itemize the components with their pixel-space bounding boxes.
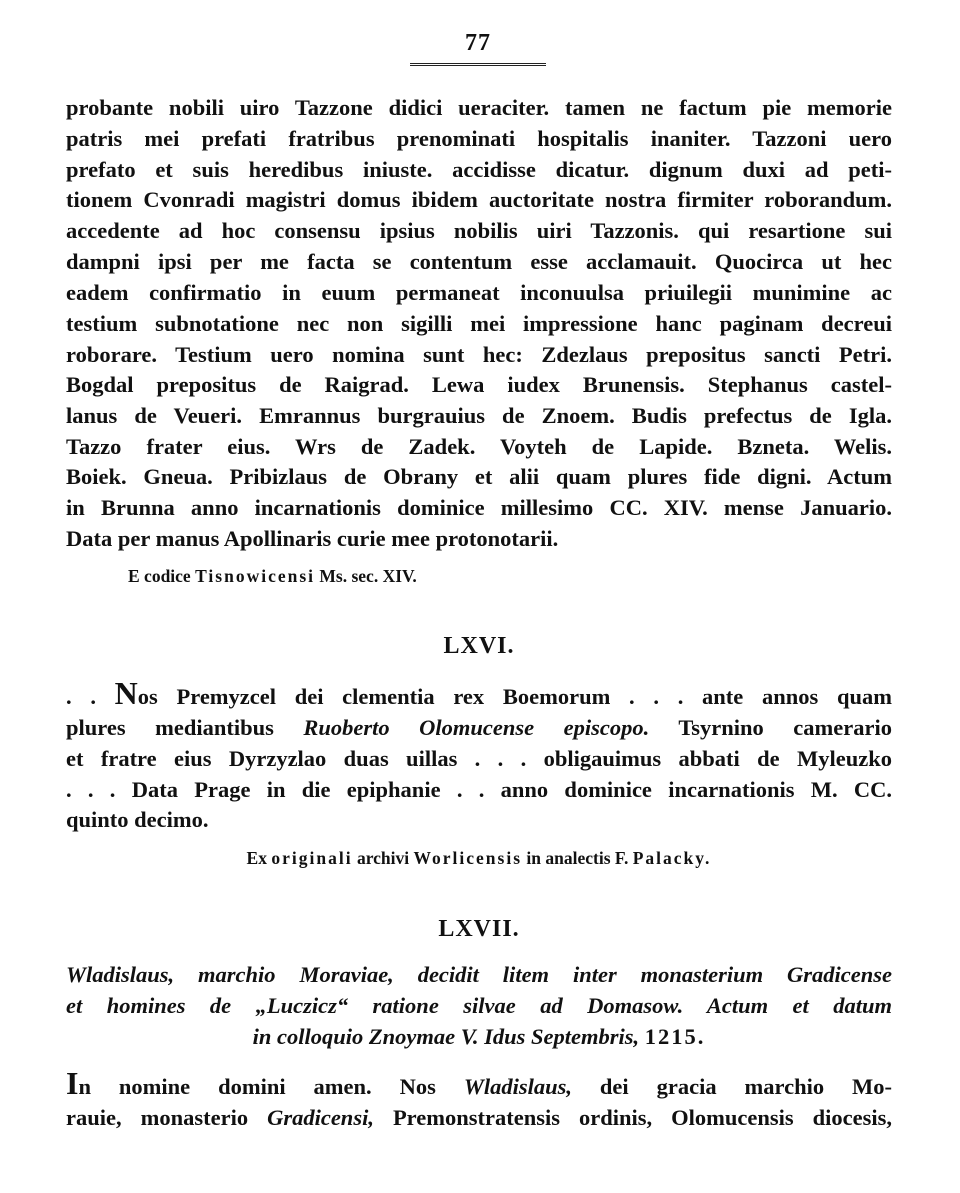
italic-name: Gradicensi,: [267, 1105, 374, 1130]
text-line: prefato et suis heredibus iniuste. accidisse dicatur. dignum duxi ad peti-: [66, 157, 892, 182]
source-author-name: Palacky.: [632, 848, 712, 868]
source-prefix: Ex: [246, 848, 267, 868]
text-run: n nomine domini amen. Nos: [78, 1074, 464, 1099]
page-number-rule: [410, 63, 546, 66]
source-word: archivi: [356, 848, 410, 868]
text-run: Tsyrnino camerario: [649, 715, 892, 740]
text-line: in Brunna anno incarnationis dominice millesimo CC. XIV. mense Januario.: [66, 495, 892, 520]
source-note: [128, 563, 588, 589]
source-word: originali: [271, 848, 353, 868]
summary-line: [66, 1022, 892, 1052]
summary-year: 1215.: [644, 1024, 706, 1049]
text-line: et fratre eius Dyrzyzlao duas uillas . . . obligauimus abbati de Myleuzko: [66, 746, 892, 771]
text-line: roborare. Testium uero nomina sunt hec: Zdezlaus prepositus sancti Petri.: [66, 342, 892, 367]
text-run: plures mediantibus: [66, 715, 304, 740]
source-prefix: E codice: [128, 566, 191, 586]
text-line: probante nobili uiro Tazzone didici ueraciter. tamen ne factum pie memorie: [66, 95, 892, 120]
text-line: [66, 1065, 893, 1102]
text-line: [66, 1103, 892, 1133]
summary-line: Wladislaus, marchio Moraviae, decidit litem inter monasterium Gradicense: [66, 962, 892, 987]
source-word: in analectis F.: [526, 848, 629, 868]
text-line: eadem confirmatio in euum permaneat inconuulsa priuilegii munimine ac: [66, 280, 892, 305]
ellipsis-lead: . .: [66, 684, 115, 709]
text-run: dei gracia marchio Mo-: [571, 1074, 893, 1099]
text-line: Data per manus Apollinaris curie mee protonotarii.: [66, 526, 559, 551]
text-line: [66, 713, 892, 743]
text-line: Boiek. Gneua. Pribizlaus de Obrany et alii quam plures fide digni. Actum: [66, 464, 892, 489]
text-line: Bogdal prepositus de Raigrad. Lewa iudex Brunensis. Stephanus castel-: [66, 372, 892, 397]
initial-capital: N: [114, 675, 138, 711]
text-line: . . . Data Prage in die epiphanie . . anno dominice incarnationis M. CC.: [66, 777, 892, 802]
page-number: 77: [465, 30, 491, 56]
source-codex-name: Tisnowicensi: [195, 566, 316, 586]
source-note: [66, 845, 892, 871]
text-run: os Premyzcel dei clementia rex Boemorum . . . ante annos quam: [137, 684, 893, 709]
text-line: [66, 675, 893, 712]
summary-line: et homines de „Luczicz“ ratione silvae ad Domasow. Actum et datum: [66, 993, 892, 1018]
source-suffix: Ms. sec. XIV.: [319, 566, 417, 586]
section-heading-lxvii: LXVII.: [438, 916, 520, 942]
italic-name: Ruoberto Olomucense episcopo.: [303, 715, 650, 740]
text-line: patris mei prefati fratribus prenominati hospitalis inaniter. Tazzoni uero: [66, 126, 892, 151]
text-line: dampni ipsi per me facta se contentum esse acclamauit. Quocirca ut hec: [66, 249, 892, 274]
section-heading-lxvi: LXVI.: [443, 633, 515, 659]
text-line: tionem Cvonradi magistri domus ibidem auctoritate nostra firmiter roborandum.: [66, 187, 892, 212]
source-archive-name: Worlicensis: [413, 848, 523, 868]
text-line: quinto decimo.: [66, 807, 209, 832]
text-run: Premonstratensis ordinis, Olomucensis diocesis,: [373, 1105, 893, 1130]
italic-name: Wladislaus,: [463, 1074, 572, 1099]
summary-text: in colloquio Znoymae V. Idus Septembris,: [252, 1024, 645, 1049]
text-line: Tazzo frater eius. Wrs de Zadek. Voyteh de Lapide. Bzneta. Welis.: [66, 434, 892, 459]
text-line: accedente ad hoc consensu ipsius nobilis uiri Tazzonis. qui resartione sui: [66, 218, 892, 243]
text-line: testium subnotatione nec non sigilli mei impressione hanc paginam decreui: [66, 311, 892, 336]
initial-capital: I: [66, 1065, 79, 1101]
text-run: rauie, monasterio: [66, 1105, 268, 1130]
text-line: lanus de Veueri. Emrannus burgrauius de Znoem. Budis prefectus de Igla.: [66, 403, 892, 428]
